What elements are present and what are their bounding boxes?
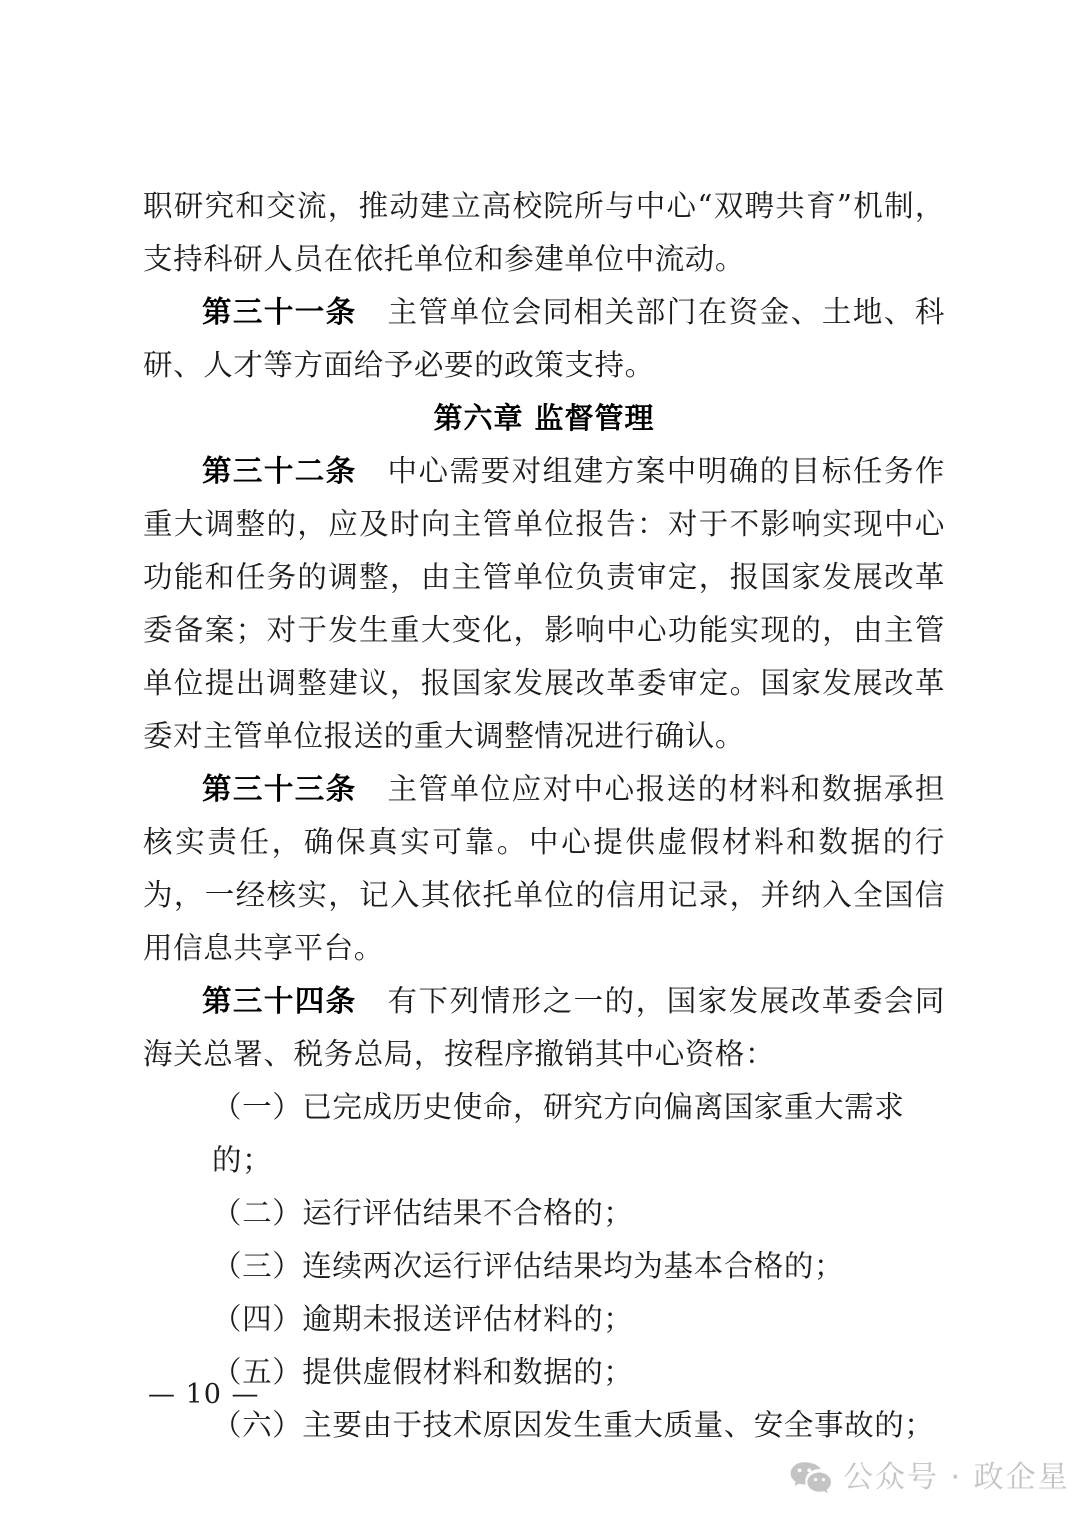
list-item: （六）主要由于技术原因发生重大质量、安全事故的；: [212, 1408, 935, 1442]
article-paragraph: [143, 763, 945, 975]
watermark: [790, 1458, 1070, 1498]
article-text: 主管单位应对中心报送的材料和数据承担核实责任，确保真实可靠。中心提供虚假材料和数据的行为，一经核实，记入其依托单位的信用记录，并纳入全国信用信息共享平台。: [143, 772, 945, 965]
wechat-icon: [790, 1461, 832, 1495]
list-item: （四）逾期未报送评估材料的；: [212, 1302, 634, 1336]
list-item: （三）连续两次运行评估结果均为基本合格的；: [212, 1249, 845, 1283]
article-number: 第三十一条: [202, 295, 357, 329]
paragraph-continuation: 职研究和交流，推动建立高校院所与中心“双聘共育”机制，支持科研人员在依托单位和参建单位中流动。: [143, 189, 945, 276]
page-number: — 10 —: [148, 1379, 260, 1410]
list-item: （二）运行评估结果不合格的；: [212, 1196, 634, 1230]
article-text: 主管单位会同相关部门在资金、土地、科研、人才等方面给予必要的政策支持。: [143, 295, 945, 382]
article-paragraph: [143, 975, 945, 1081]
list-item: （一）已完成历史使命，研究方向偏离国家重大需求的；: [212, 1090, 905, 1177]
watermark-text: 公众号 · 政企星: [843, 1460, 1070, 1495]
article-number: 第三十四条: [202, 984, 357, 1018]
article-paragraph: [143, 445, 945, 763]
article-number: 第三十二条: [202, 454, 357, 488]
article-paragraph: [143, 286, 945, 392]
article-text: 中心需要对组建方案中明确的目标任务作重大调整的，应及时向主管单位报告：对于不影响实现中心功能和任务的调整，由主管单位负责审定，报国家发展改革委备案；对于发生重大变化，影响中心功能实现的，由主管单位提出调整建议，报国家发展改革委审定。国家发展改革委对主管单位报送的重大调整情况进行确认。: [143, 454, 945, 753]
article-number: 第三十三条: [202, 772, 357, 806]
article-text: 有下列情形之一的，国家发展改革委会同海关总署、税务总局，按程序撤销其中心资格：: [143, 984, 945, 1071]
chapter-heading: 第六章 监督管理: [433, 401, 655, 435]
list-item: （五）提供虚假材料和数据的；: [212, 1355, 634, 1389]
document-body: [143, 180, 945, 1452]
